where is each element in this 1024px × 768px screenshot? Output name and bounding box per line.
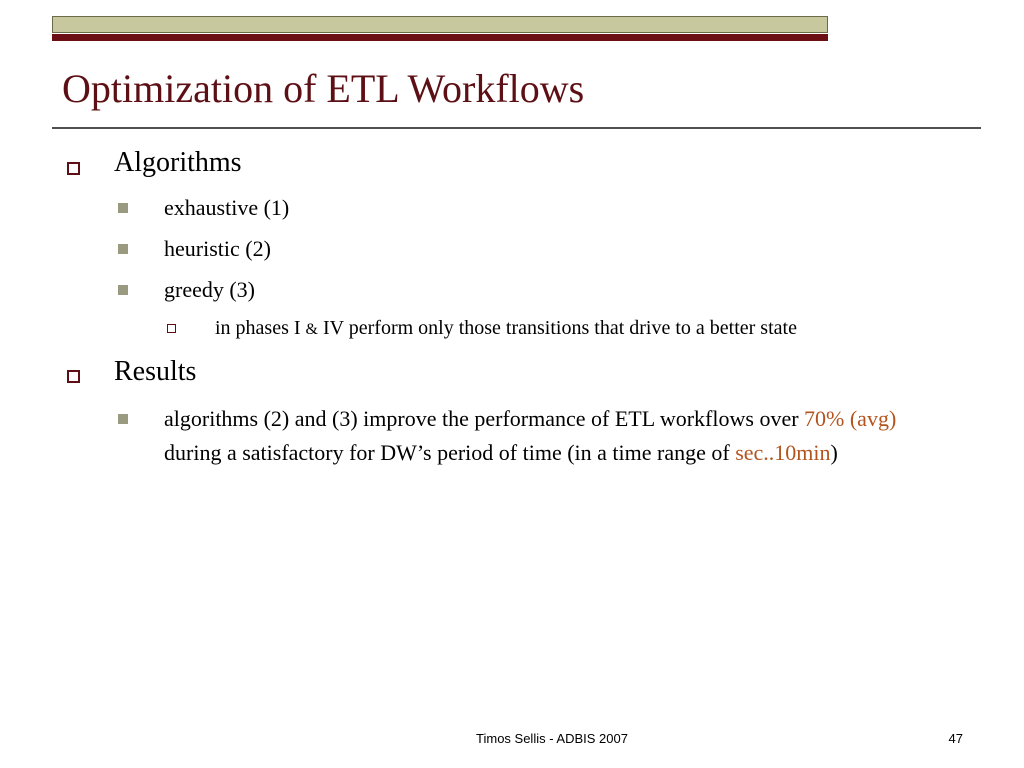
bullet-phases-text-start: in phases I xyxy=(215,317,306,339)
bullet-results-detail xyxy=(164,402,954,470)
footer-author: Timos Sellis - ADBIS 2007 xyxy=(476,731,628,746)
bullet-exhaustive: exhaustive (1) xyxy=(164,195,290,220)
bullet-phases-ampersand: & xyxy=(305,321,318,338)
solid-square-icon xyxy=(118,244,128,254)
results-text-part-1: algorithms (2) and (3) improve the performance of ETL workflows over xyxy=(164,406,805,431)
bullet-results: Results xyxy=(114,356,197,387)
slide-title: Optimization of ETL Workflows xyxy=(62,66,585,111)
hollow-square-icon xyxy=(67,162,80,175)
bullet-heuristic: heuristic (2) xyxy=(164,236,271,261)
header-accent-band xyxy=(52,16,828,33)
small-hollow-square-icon xyxy=(167,324,176,333)
bullet-phases xyxy=(215,313,797,345)
header-dark-line xyxy=(52,34,828,41)
solid-square-icon xyxy=(118,285,128,295)
solid-square-icon xyxy=(118,203,128,213)
results-text-part-3: ) xyxy=(830,440,838,465)
bullet-algorithms: Algorithms xyxy=(114,147,242,178)
bullet-greedy: greedy (3) xyxy=(164,277,256,302)
title-divider xyxy=(52,127,981,129)
results-highlight-avg: 70% (avg) xyxy=(804,406,897,431)
header-decoration xyxy=(52,16,828,42)
page-number: 47 xyxy=(948,731,963,746)
bullet-phases-text-end: IV perform only those transitions that drive to a better state xyxy=(318,317,797,339)
results-text-part-2: during a satisfactory for DW’s period of time (in a time range of xyxy=(164,440,736,465)
hollow-square-icon xyxy=(67,370,80,383)
results-highlight-range: sec..10min xyxy=(735,440,831,465)
solid-square-icon xyxy=(118,414,128,424)
